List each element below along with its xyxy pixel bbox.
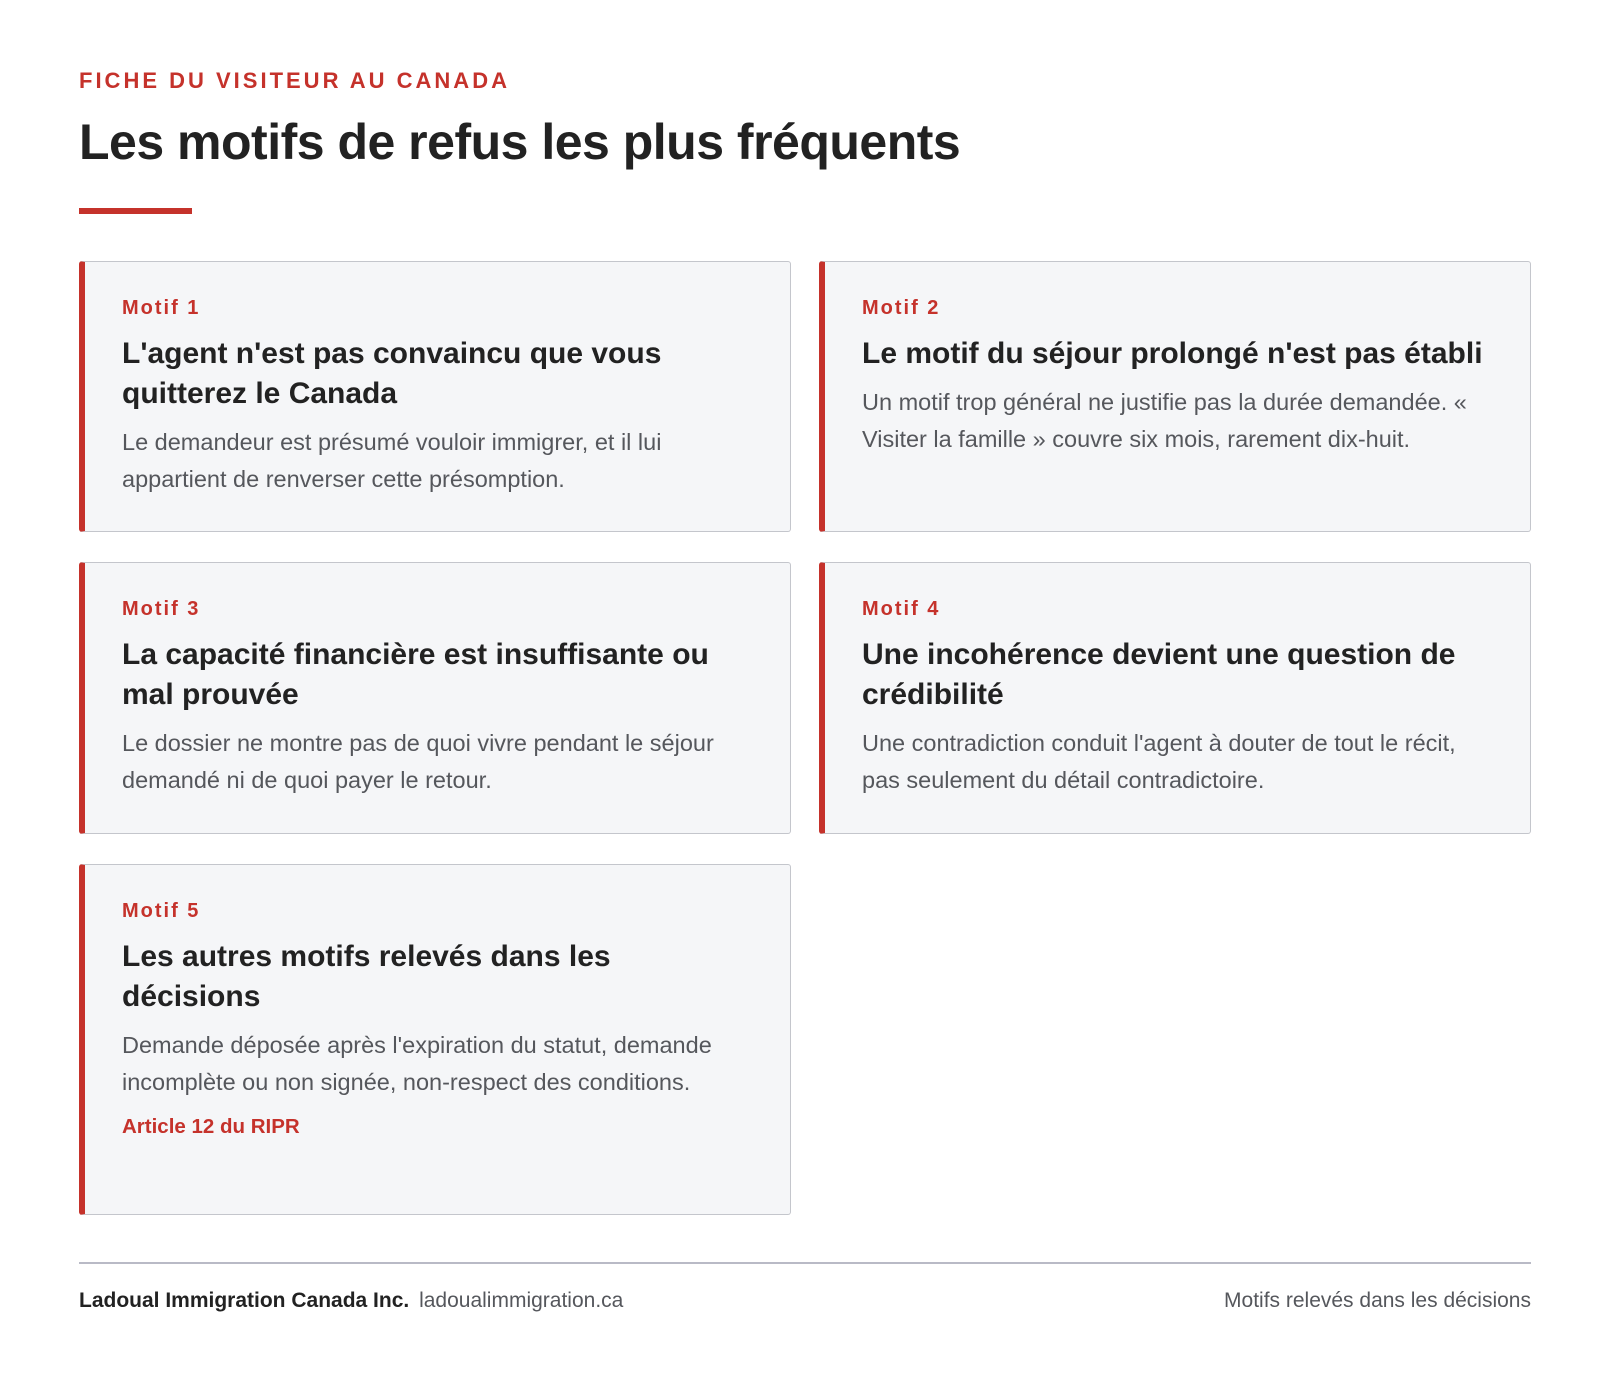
motif-description: Demande déposée après l'expiration du statut, demande incomplète ou non signée, non-respect des conditions.	[122, 1032, 712, 1095]
motif-title: Une incohérence devient une question de crédibilité	[862, 638, 1456, 711]
motif-card-3	[79, 562, 791, 834]
footer-website: ladoualimmigration.ca	[419, 1289, 624, 1312]
footer-brand-name: Ladoual Immigration Canada Inc.	[79, 1289, 410, 1312]
motif-card-1	[79, 261, 791, 532]
motif-title: Les autres motifs relevés dans les décisions	[122, 940, 611, 1013]
legal-reference: Article 12 du RIPR	[122, 1115, 300, 1138]
motif-description: Un motif trop général ne justifie pas la durée demandée. « Visiter la famille » couvre six mois, rarement dix-huit.	[862, 389, 1467, 452]
page-title: Les motifs de refus les plus fréquents	[79, 114, 961, 170]
motif-title: L'agent n'est pas convaincu que vous quitterez le Canada	[122, 337, 662, 410]
motif-card-4	[819, 562, 1531, 834]
motif-description: Le dossier ne montre pas de quoi vivre pendant le séjour demandé ni de quoi payer le retour.	[122, 730, 714, 793]
motif-description: Une contradiction conduit l'agent à douter de tout le récit, pas seulement du détail contradictoire.	[862, 730, 1456, 793]
motif-card-5	[79, 864, 791, 1215]
motif-label: Motif 3	[122, 598, 201, 620]
motif-label: Motif 4	[862, 598, 941, 620]
motif-label: Motif 5	[122, 900, 201, 922]
motif-title: La capacité financière est insuffisante ou mal prouvée	[122, 638, 709, 711]
footer-divider	[79, 1262, 1531, 1264]
motif-title: Le motif du séjour prolongé n'est pas établi	[862, 337, 1483, 370]
motif-label: Motif 1	[122, 297, 201, 319]
eyebrow-label: FICHE DU VISITEUR AU CANADA	[79, 68, 510, 93]
footer-note: Motifs relevés dans les décisions	[1224, 1289, 1531, 1312]
footer-brand-block	[79, 1289, 623, 1313]
title-underline	[79, 208, 192, 214]
motif-description: Le demandeur est présumé vouloir immigrer, et il lui appartient de renverser cette présomption.	[122, 429, 662, 492]
motif-card-2	[819, 261, 1531, 532]
motif-label: Motif 2	[862, 297, 941, 319]
